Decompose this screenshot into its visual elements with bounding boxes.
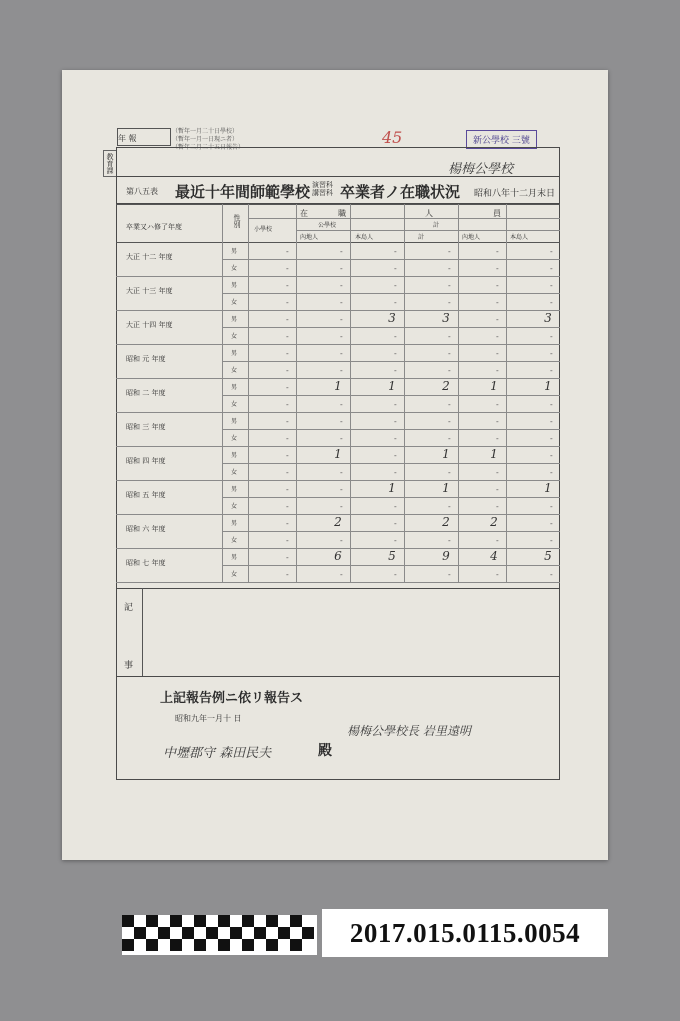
empty-cell-dash: - <box>448 468 451 477</box>
table-cell: 2 <box>442 515 450 529</box>
sex-cell: 男 <box>231 350 238 357</box>
header-note-1: （暫年一月二十日學校） <box>172 128 239 135</box>
school-name-handwritten: 楊梅公學校 <box>448 162 514 177</box>
empty-cell-dash: - <box>550 349 553 358</box>
table-cell: 1 <box>490 379 498 393</box>
table-cell: 3 <box>544 311 552 325</box>
remarks-top-line <box>116 588 560 589</box>
empty-cell-dash: - <box>496 417 499 426</box>
empty-cell-dash: - <box>448 502 451 511</box>
sex-cell: 女 <box>231 265 238 272</box>
empty-cell-dash: - <box>286 519 289 528</box>
empty-cell-dash: - <box>448 332 451 341</box>
table-row-line <box>222 565 560 566</box>
table-row-line <box>116 412 560 413</box>
sub-kei: 計 <box>433 222 440 229</box>
empty-cell-dash: - <box>340 298 343 307</box>
color-checker-bar <box>122 915 317 955</box>
sub-hontou-1: 本島人 <box>355 234 374 241</box>
empty-cell-dash: - <box>496 315 499 324</box>
form-title-course: 演習科 講習科 <box>312 181 333 197</box>
principal-signature: 楊梅公學校長 岩里遠明 <box>347 724 471 738</box>
empty-cell-dash: - <box>394 417 397 426</box>
sex-cell: 男 <box>231 452 238 459</box>
table-cell: 2 <box>334 515 342 529</box>
report-line: 上記報告例ニ依リ報告ス <box>160 691 304 706</box>
table-cell: 1 <box>442 447 450 461</box>
empty-cell-dash: - <box>286 502 289 511</box>
empty-cell-dash: - <box>550 417 553 426</box>
empty-cell-dash: - <box>496 366 499 375</box>
table-cell: 1 <box>388 379 396 393</box>
empty-cell-dash: - <box>550 400 553 409</box>
empty-cell-dash: - <box>394 400 397 409</box>
sex-cell: 女 <box>231 299 238 306</box>
empty-cell-dash: - <box>286 553 289 562</box>
empty-cell-dash: - <box>394 247 397 256</box>
empty-cell-dash: - <box>550 502 553 511</box>
empty-cell-dash: - <box>394 519 397 528</box>
empty-cell-dash: - <box>448 417 451 426</box>
year-label: 昭和 五 年度 <box>126 491 166 499</box>
nenpo-box <box>117 128 171 146</box>
table-column-line <box>248 204 249 582</box>
empty-cell-dash: - <box>340 536 343 545</box>
empty-cell-dash: - <box>340 264 343 273</box>
empty-cell-dash: - <box>496 502 499 511</box>
table-cell: 5 <box>388 549 396 563</box>
table-column-line <box>350 204 351 582</box>
empty-cell-dash: - <box>550 536 553 545</box>
empty-cell-dash: - <box>394 298 397 307</box>
sex-cell: 男 <box>231 384 238 391</box>
empty-cell-dash: - <box>286 366 289 375</box>
addressee-handwritten: 中壢郡守 森田民夫 <box>163 746 272 761</box>
empty-cell-dash: - <box>286 247 289 256</box>
table-cell: 2 <box>442 379 450 393</box>
empty-cell-dash: - <box>394 468 397 477</box>
sex-cell: 男 <box>231 554 238 561</box>
sex-cell: 女 <box>231 469 238 476</box>
year-label: 大正 十四 年度 <box>126 321 173 329</box>
table-cell: 1 <box>490 447 498 461</box>
empty-cell-dash: - <box>340 247 343 256</box>
sex-cell: 男 <box>231 316 238 323</box>
empty-cell-dash: - <box>448 400 451 409</box>
empty-cell-dash: - <box>340 434 343 443</box>
empty-cell-dash: - <box>394 434 397 443</box>
empty-cell-dash: - <box>394 332 397 341</box>
empty-cell-dash: - <box>394 349 397 358</box>
empty-cell-dash: - <box>286 281 289 290</box>
group-a-header: 在職 <box>300 209 376 218</box>
empty-cell-dash: - <box>496 434 499 443</box>
sex-cell: 女 <box>231 333 238 340</box>
empty-cell-dash: - <box>496 332 499 341</box>
empty-cell-dash: - <box>394 264 397 273</box>
sex-cell: 女 <box>231 571 238 578</box>
empty-cell-dash: - <box>448 281 451 290</box>
empty-cell-dash: - <box>448 247 451 256</box>
table-cell: 9 <box>442 549 450 563</box>
remarks-label-2: 事 <box>124 661 134 671</box>
table-cell: 1 <box>544 481 552 495</box>
form-date: 昭和八年十二月末日 <box>474 189 556 199</box>
sex-cell: 男 <box>231 486 238 493</box>
year-label: 大正 十三 年度 <box>126 287 173 295</box>
table-cell: 4 <box>490 549 498 563</box>
table-cell: 3 <box>388 311 396 325</box>
table-cell: 6 <box>334 549 342 563</box>
year-label: 昭和 二 年度 <box>126 389 166 397</box>
empty-cell-dash: - <box>550 366 553 375</box>
empty-cell-dash: - <box>286 485 289 494</box>
sub-naichi-2: 內地人 <box>462 234 481 241</box>
table-row-line <box>116 276 560 277</box>
nenpo-label: 年 報 <box>118 134 137 143</box>
table-column-line <box>222 204 223 582</box>
dono-label: 殿 <box>318 743 332 759</box>
empty-cell-dash: - <box>496 298 499 307</box>
empty-cell-dash: - <box>340 502 343 511</box>
empty-cell-dash: - <box>448 264 451 273</box>
empty-cell-dash: - <box>448 434 451 443</box>
empty-cell-dash: - <box>286 451 289 460</box>
empty-cell-dash: - <box>496 570 499 579</box>
empty-cell-dash: - <box>286 417 289 426</box>
empty-cell-dash: - <box>286 264 289 273</box>
empty-cell-dash: - <box>340 281 343 290</box>
table-cell: 1 <box>334 447 342 461</box>
accession-number: 2017.015.0115.0054 <box>322 909 608 957</box>
table-row-line <box>222 463 560 464</box>
empty-cell-dash: - <box>496 247 499 256</box>
empty-cell-dash: - <box>496 349 499 358</box>
table-row-line <box>222 361 560 362</box>
empty-cell-dash: - <box>286 570 289 579</box>
empty-cell-dash: - <box>448 349 451 358</box>
table-cell: 5 <box>544 549 552 563</box>
empty-cell-dash: - <box>340 485 343 494</box>
sex-cell: 女 <box>231 537 238 544</box>
year-label: 昭和 元 年度 <box>126 355 166 363</box>
empty-cell-dash: - <box>286 468 289 477</box>
empty-cell-dash: - <box>394 281 397 290</box>
group-b-header: 人員 <box>425 209 561 218</box>
sex-cell: 男 <box>231 248 238 255</box>
empty-cell-dash: - <box>286 349 289 358</box>
form-number: 第八五表 <box>126 187 158 196</box>
receipt-stamp: 新公學校 三號 <box>466 130 537 149</box>
year-label: 昭和 四 年度 <box>126 457 166 465</box>
table-cell: 1 <box>334 379 342 393</box>
year-label: 昭和 三 年度 <box>126 423 166 431</box>
table-row-line <box>222 531 560 532</box>
empty-cell-dash: - <box>340 570 343 579</box>
table-top-line <box>116 204 560 205</box>
sex-cell: 女 <box>231 367 238 374</box>
empty-cell-dash: - <box>550 264 553 273</box>
report-date: 昭和九年一月十 日 <box>175 714 242 723</box>
empty-cell-dash: - <box>286 400 289 409</box>
header-note-2: （暫年一月一日現ニ者） <box>172 136 239 143</box>
sex-cell: 女 <box>231 401 238 408</box>
year-label: 大正 十二 年度 <box>126 253 173 261</box>
table-row-line <box>222 293 560 294</box>
empty-cell-dash: - <box>448 536 451 545</box>
sex-cell: 男 <box>231 418 238 425</box>
sub-shogakko: 小學校 <box>254 226 273 233</box>
table-column-line <box>506 204 507 582</box>
table-column-line <box>458 204 459 582</box>
form-title-main: 最近十年間師範學校 <box>175 183 311 201</box>
empty-cell-dash: - <box>550 468 553 477</box>
empty-cell-dash: - <box>550 451 553 460</box>
empty-cell-dash: - <box>340 366 343 375</box>
empty-cell-dash: - <box>496 485 499 494</box>
sub-naichi-1: 內地人 <box>300 234 319 241</box>
empty-cell-dash: - <box>340 400 343 409</box>
header-line-3 <box>116 242 560 243</box>
remarks-label-1: 記 <box>124 603 134 613</box>
empty-cell-dash: - <box>340 468 343 477</box>
table-row-line <box>222 259 560 260</box>
empty-cell-dash: - <box>394 451 397 460</box>
empty-cell-dash: - <box>394 536 397 545</box>
empty-cell-dash: - <box>496 400 499 409</box>
empty-cell-dash: - <box>496 468 499 477</box>
empty-cell-dash: - <box>340 417 343 426</box>
empty-cell-dash: - <box>448 570 451 579</box>
sex-cell: 男 <box>231 520 238 527</box>
form-title-suffix: 卒業者ノ在職状況 <box>340 183 461 201</box>
empty-cell-dash: - <box>550 247 553 256</box>
empty-cell-dash: - <box>394 366 397 375</box>
sex-cell: 男 <box>231 282 238 289</box>
table-column-line <box>296 204 297 582</box>
table-column-line <box>404 204 405 582</box>
remarks-divider <box>142 588 143 676</box>
empty-cell-dash: - <box>340 349 343 358</box>
empty-cell-dash: - <box>550 570 553 579</box>
sub-kogakko: 公學校 <box>318 222 337 229</box>
sex-cell: 女 <box>231 435 238 442</box>
table-cell: 2 <box>490 515 498 529</box>
empty-cell-dash: - <box>550 519 553 528</box>
empty-cell-dash: - <box>550 332 553 341</box>
empty-cell-dash: - <box>550 298 553 307</box>
col-year-header: 卒業又ハ修了年度 <box>126 223 182 231</box>
year-label: 昭和 七 年度 <box>126 559 166 567</box>
table-cell: 1 <box>442 481 450 495</box>
empty-cell-dash: - <box>394 570 397 579</box>
sub-kei-2: 計 <box>418 234 425 241</box>
table-row-line <box>116 480 560 481</box>
empty-cell-dash: - <box>550 434 553 443</box>
empty-cell-dash: - <box>496 281 499 290</box>
table-row-line <box>222 395 560 396</box>
table-row-line <box>116 310 560 311</box>
year-label: 昭和 六 年度 <box>126 525 166 533</box>
remarks-bottom-line <box>116 676 560 677</box>
table-row-line <box>222 327 560 328</box>
empty-cell-dash: - <box>286 332 289 341</box>
table-cell: 3 <box>442 311 450 325</box>
table-row-line <box>222 429 560 430</box>
table-cell: 1 <box>388 481 396 495</box>
table-row-line <box>222 497 560 498</box>
table-cell: 1 <box>544 379 552 393</box>
empty-cell-dash: - <box>394 502 397 511</box>
sex-cell: 女 <box>231 503 238 510</box>
empty-cell-dash: - <box>286 383 289 392</box>
empty-cell-dash: - <box>286 434 289 443</box>
empty-cell-dash: - <box>286 298 289 307</box>
empty-cell-dash: - <box>286 536 289 545</box>
header-line-2 <box>296 230 560 231</box>
empty-cell-dash: - <box>550 281 553 290</box>
table-row-line <box>116 344 560 345</box>
col-sex-header: 性別 <box>233 214 241 228</box>
empty-cell-dash: - <box>340 332 343 341</box>
receipt-label: 教育課 <box>103 150 117 177</box>
checker-pattern <box>122 915 317 955</box>
empty-cell-dash: - <box>448 366 451 375</box>
empty-cell-dash: - <box>496 264 499 273</box>
table-row-line <box>116 582 560 583</box>
header-note-3: （暫年二月二十五日報告） <box>172 144 245 151</box>
sub-hontou-2: 本島人 <box>510 234 529 241</box>
empty-cell-dash: - <box>286 315 289 324</box>
empty-cell-dash: - <box>496 536 499 545</box>
red-handwritten-mark: 45 <box>382 128 403 147</box>
empty-cell-dash: - <box>340 315 343 324</box>
empty-cell-dash: - <box>448 298 451 307</box>
